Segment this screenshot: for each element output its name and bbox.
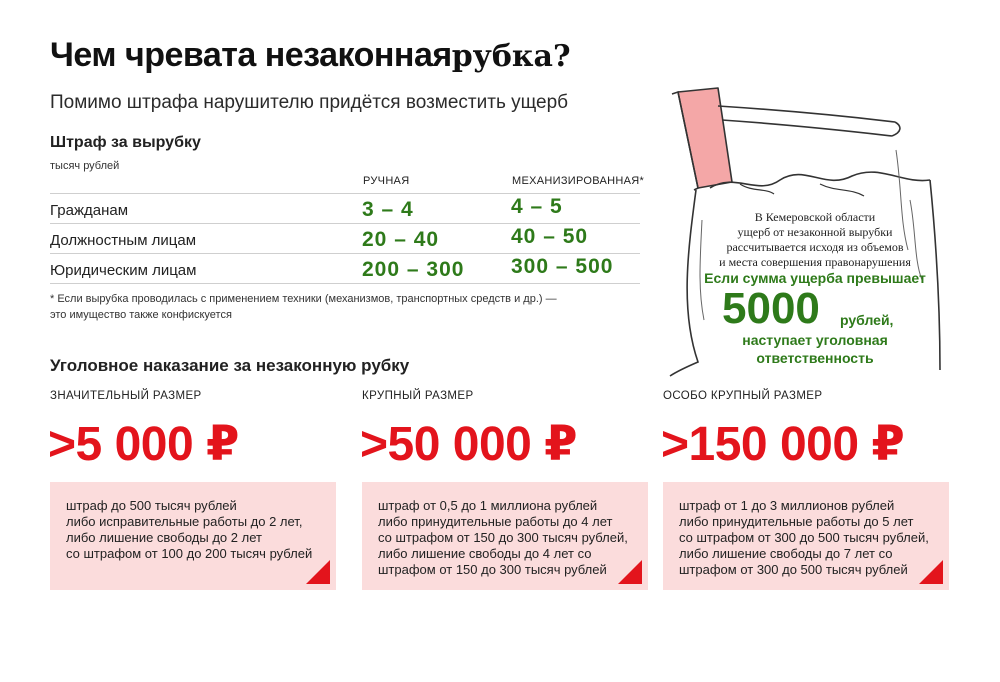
page-subtitle: Помимо штрафа нарушителю придётся возместить ущерб — [50, 92, 569, 113]
penalty-line: либо принудительные работы до 4 лет — [378, 514, 613, 529]
column-header-manual: РУЧНАЯ — [363, 175, 410, 187]
penalty-line: либо лишение свободы до 2 лет — [66, 530, 262, 545]
penalty-line: либо лишение свободы до 7 лет со — [679, 546, 893, 561]
kemerovo-threshold-unit: рублей, — [840, 312, 894, 328]
fine-legal-manual: 200 – 300 — [362, 258, 465, 281]
column-header-mechanized: МЕХАНИЗИРОВАННАЯ* — [512, 175, 645, 187]
penalty-text — [679, 498, 941, 578]
category-label-large: КРУПНЫЙ РАЗМЕР — [362, 390, 474, 402]
kemerovo-note-line: В Кемеровской области — [754, 210, 876, 224]
penalty-line: либо принудительные работы до 5 лет — [679, 514, 914, 529]
kemerovo-consequence — [700, 331, 930, 367]
red-folded-corner-icon — [306, 560, 330, 584]
penalty-card-especially-large — [663, 482, 949, 590]
fine-citizens-mechanized: 4 – 5 — [511, 195, 563, 218]
fine-citizens-manual: 3 – 4 — [362, 198, 414, 221]
table-divider — [50, 283, 640, 284]
fine-officials-mechanized: 40 – 50 — [511, 225, 589, 248]
table-divider — [50, 223, 640, 224]
table-row-label-officials: Должностным лицам — [50, 232, 197, 249]
table-divider — [50, 253, 640, 254]
penalty-line: штраф до 500 тысяч рублей — [66, 498, 237, 513]
penalty-card-large — [362, 482, 648, 590]
penalty-line: со штрафом от 100 до 200 тысяч рублей — [66, 546, 313, 561]
penalty-line: со штрафом от 150 до 300 тысяч рублей, — [378, 530, 628, 545]
penalty-line: со штрафом от 300 до 500 тысяч рублей, — [679, 530, 929, 545]
page-title — [50, 36, 571, 75]
category-label-especially-large: ОСОБО КРУПНЫЙ РАЗМЕР — [663, 390, 823, 402]
kemerovo-note-line: ущерб от незаконной вырубки — [737, 225, 893, 239]
category-amount-large: >50 000 ₽ — [360, 418, 578, 471]
penalty-line: штраф от 0,5 до 1 миллиона рублей — [378, 498, 598, 513]
penalty-text — [66, 498, 328, 562]
penalty-text — [378, 498, 640, 578]
kemerovo-note-line: рассчитывается исходя из объемов — [726, 240, 904, 254]
kemerovo-consequence-line: ответственность — [756, 350, 874, 366]
table-divider — [50, 193, 640, 194]
footnote-line: это имущество также конфискуется — [50, 309, 232, 321]
penalty-line: штрафом от 150 до 300 тысяч рублей — [378, 562, 607, 577]
category-label-significant: ЗНАЧИТЕЛЬНЫЙ РАЗМЕР — [50, 390, 202, 402]
criminal-heading: Уголовное наказание за незаконную рубку — [50, 356, 410, 375]
category-amount-significant: >5 000 ₽ — [48, 418, 239, 471]
penalty-line: штраф от 1 до 3 миллионов рублей — [679, 498, 895, 513]
kemerovo-note — [690, 210, 940, 270]
fine-legal-mechanized: 300 – 500 — [511, 255, 614, 278]
kemerovo-threshold-value: 5000 — [722, 284, 820, 333]
penalty-card-significant — [50, 482, 336, 590]
penalty-line: либо лишение свободы до 4 лет со — [378, 546, 592, 561]
penalty-line: либо исправительные работы до 2 лет, — [66, 514, 303, 529]
fine-footnote — [50, 291, 630, 323]
kemerovo-threshold-text: Если сумма ущерба превышает — [704, 270, 926, 286]
title-main: Чем чревата незаконная — [50, 36, 452, 74]
fine-heading: Штраф за вырубку — [50, 134, 201, 151]
table-row-label-legal-entities: Юридическим лицам — [50, 262, 197, 279]
kemerovo-note-line: и места совершения правонарушения — [719, 255, 911, 269]
footnote-line: * Если вырубка проводилась с применением техники (механизмов, транспортных средств и др.) — — [50, 293, 557, 305]
category-amount-especially-large: >150 000 ₽ — [661, 418, 905, 471]
penalty-line: штрафом от 300 до 500 тысяч рублей — [679, 562, 908, 577]
table-row-label-citizens: Гражданам — [50, 202, 129, 219]
title-tail: рубка? — [451, 39, 571, 74]
fine-officials-manual: 20 – 40 — [362, 228, 440, 251]
red-folded-corner-icon — [919, 560, 943, 584]
kemerovo-consequence-line: наступает уголовная — [742, 332, 888, 348]
fine-units: тысяч рублей — [50, 160, 120, 172]
red-folded-corner-icon — [618, 560, 642, 584]
